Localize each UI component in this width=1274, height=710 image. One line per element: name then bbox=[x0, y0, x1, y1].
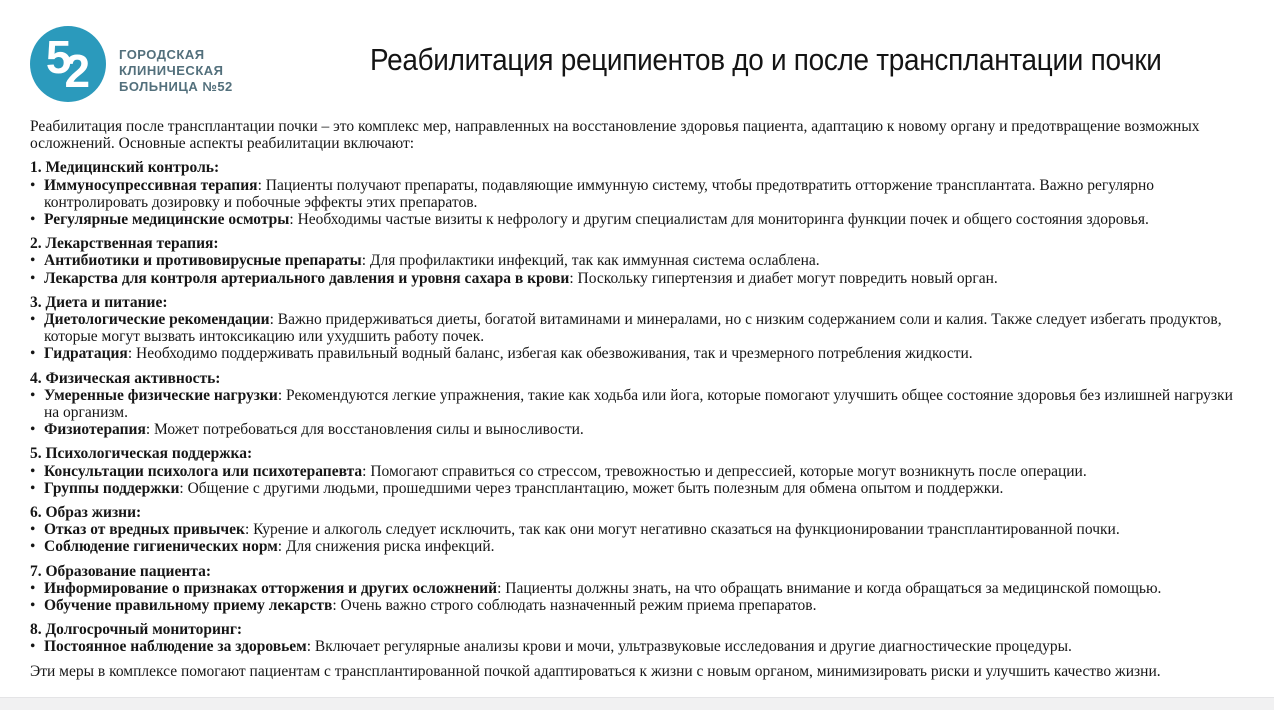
bullet-text bbox=[44, 311, 1248, 345]
section-heading: 6. Образ жизни: bbox=[30, 504, 142, 522]
bullet-marker: • bbox=[30, 462, 36, 480]
bullet-lead: Лекарства для контроля артериального давления и уровня сахара в крови bbox=[44, 269, 570, 287]
list-item bbox=[30, 480, 1248, 497]
title-container bbox=[285, 26, 1246, 78]
bullet-lead: Диетологические рекомендации bbox=[44, 311, 270, 329]
bullet-lead: Отказ от вредных привычек bbox=[44, 521, 245, 539]
bullet-marker: • bbox=[30, 421, 36, 439]
bullet-marker: • bbox=[30, 176, 36, 194]
bullet-lead: Обучение правильному приему лекарств bbox=[44, 597, 333, 615]
bullet-lead: Умеренные физические нагрузки bbox=[44, 386, 278, 404]
list-item bbox=[30, 638, 1248, 655]
hospital-logo bbox=[30, 26, 285, 102]
bullet-body: : Рекомендуются легкие упражнения, такие как ходьба или йога, которые помогают улучшить общее состояние здоровья без излишней нагрузки на организм. bbox=[44, 386, 1233, 422]
section-psychological-support bbox=[30, 445, 1248, 497]
list-item bbox=[30, 311, 1248, 345]
list-item bbox=[30, 521, 1248, 538]
list-item bbox=[30, 538, 1248, 555]
hospital-name bbox=[119, 33, 233, 95]
bullet-body: : Помогают справиться со стрессом, тревожностью и депрессией, которые могут возникнуть после операции. bbox=[362, 462, 1087, 480]
bullet-lead: Иммуносупрессивная терапия bbox=[44, 176, 258, 194]
intro-paragraph: Реабилитация после трансплантации почки – это комплекс мер, направленных на восстановление здоровья пациента, адаптацию к новому органу и предотвращение возможных осложнений. Основные аспекты реабилитации включают: bbox=[30, 118, 1200, 153]
bullet-lead: Информирование о признаках отторжения и других осложнений bbox=[44, 579, 498, 597]
hospital-name-line-1: ГОРОДСКАЯ bbox=[119, 47, 205, 62]
bullet-body: : Очень важно строго соблюдать назначенный режим приема препаратов. bbox=[332, 597, 817, 615]
window-bottom-strip bbox=[0, 697, 1274, 710]
section-heading: 3. Диета и питание: bbox=[30, 293, 168, 311]
logo-number-2: 2 bbox=[64, 45, 91, 97]
section-medical-control bbox=[30, 159, 1248, 228]
bullet-marker: • bbox=[30, 538, 36, 556]
bullet-lead: Регулярные медицинские осмотры bbox=[44, 211, 290, 229]
bullet-body: : Важно придерживаться диеты, богатой витаминами и минералами, но с низким содержанием соли и калия. Также следует избегать продуктов, которые могут вызвать интоксикацию или ухудшить работу почек. bbox=[44, 311, 1222, 346]
bullet-lead: Группы поддержки bbox=[44, 479, 180, 497]
list-item bbox=[30, 345, 1248, 362]
bullet-text bbox=[44, 638, 1248, 655]
bullet-text bbox=[44, 421, 1248, 438]
list-item bbox=[30, 597, 1248, 614]
bullet-text bbox=[44, 521, 1248, 538]
list-item bbox=[30, 270, 1248, 287]
list-item bbox=[30, 252, 1248, 269]
list-item bbox=[30, 211, 1248, 228]
bullet-body: : Необходимо поддерживать правильный водный баланс, избегая как обезвоживания, так и чрезмерного потребления жидкости. bbox=[127, 345, 973, 363]
bullet-text bbox=[44, 580, 1248, 597]
bullet-marker: • bbox=[30, 269, 36, 287]
list-item bbox=[30, 421, 1248, 438]
bullet-body: : Включает регулярные анализы крови и мочи, ультразвуковые исследования и другие диагностические процедуры. bbox=[306, 638, 1072, 656]
bullet-text bbox=[44, 480, 1248, 497]
bullet-body: : Поскольку гипертензия и диабет могут повредить новый орган. bbox=[569, 269, 998, 287]
section-heading: 1. Медицинский контроль: bbox=[30, 159, 220, 177]
list-item bbox=[30, 463, 1248, 480]
section-heading: 4. Физическая активность: bbox=[30, 369, 221, 387]
section-long-term-monitoring bbox=[30, 621, 1248, 655]
bullet-text bbox=[44, 252, 1248, 269]
section-physical-activity bbox=[30, 370, 1248, 439]
section-heading: 7. Образование пациента: bbox=[30, 562, 211, 580]
bullet-text bbox=[44, 211, 1248, 228]
bullet-marker: • bbox=[30, 211, 36, 229]
bullet-lead: Консультации психолога или психотерапевта bbox=[44, 462, 363, 480]
bullet-marker: • bbox=[30, 252, 36, 270]
bullet-body: : Необходимы частые визиты к нефрологу и другим специалистам для мониторинга функции почек и общего состояния здоровья. bbox=[289, 211, 1149, 229]
bullet-body: : Курение и алкоголь следует исключить, так как они могут негативно сказаться на функционировании трансплантированной почки. bbox=[244, 521, 1120, 539]
section-patient-education bbox=[30, 563, 1248, 615]
bullet-text bbox=[44, 387, 1248, 421]
bullet-body: : Пациенты должны знать, на что обращать внимание и когда обращаться за медицинской помощью. bbox=[497, 579, 1162, 597]
bullet-text bbox=[44, 538, 1248, 555]
bullet-lead: Соблюдение гигиенических норм bbox=[44, 538, 278, 556]
document-header bbox=[0, 0, 1274, 102]
section-drug-therapy bbox=[30, 235, 1248, 287]
bullet-marker: • bbox=[30, 311, 36, 329]
bullet-text bbox=[44, 270, 1248, 287]
hospital-name-line-2: КЛИНИЧЕСКАЯ bbox=[119, 63, 224, 78]
logo-number-5: 5 bbox=[45, 31, 72, 83]
bullet-lead: Гидратация bbox=[44, 345, 128, 363]
bullet-lead: Постоянное наблюдение за здоровьем bbox=[44, 638, 307, 656]
bullet-marker: • bbox=[30, 345, 36, 363]
list-item bbox=[30, 177, 1248, 211]
bullet-marker: • bbox=[30, 638, 36, 656]
bullet-body: : Пациенты получают препараты, подавляющие иммунную систему, чтобы предотвратить отторжение трансплантата. Важно регулярно контролировать дозировку и побочные эффекты этих препаратов. bbox=[44, 176, 1154, 211]
section-heading: 2. Лекарственная терапия: bbox=[30, 235, 219, 253]
bullet-marker: • bbox=[30, 479, 36, 497]
bullet-text bbox=[44, 463, 1248, 480]
list-item bbox=[30, 580, 1248, 597]
page-title: Реабилитация реципиентов до и после трансплантации почки bbox=[369, 42, 1162, 77]
bullet-body: : Для снижения риска инфекций. bbox=[277, 538, 495, 556]
section-heading: 8. Долгосрочный мониторинг: bbox=[30, 621, 243, 639]
section-lifestyle bbox=[30, 504, 1248, 556]
hospital-name-line-3: БОЛЬНИЦА №52 bbox=[119, 79, 233, 94]
bullet-lead: Физиотерапия bbox=[44, 421, 146, 439]
bullet-lead: Антибиотики и противовирусные препараты bbox=[44, 252, 362, 270]
document-body bbox=[0, 118, 1274, 680]
hospital-logo-icon bbox=[30, 26, 106, 102]
bullet-marker: • bbox=[30, 597, 36, 615]
bullet-text bbox=[44, 345, 1248, 362]
section-diet-nutrition bbox=[30, 294, 1248, 363]
bullet-body: : Общение с другими людьми, прошедшими через трансплантацию, может быть полезным для обмена опытом и поддержки. bbox=[179, 479, 1004, 497]
bullet-text bbox=[44, 177, 1248, 211]
closing-paragraph: Эти меры в комплексе помогают пациентам с трансплантированной почкой адаптироваться к жизни с новым органом, минимизировать риски и улучшить качество жизни. bbox=[30, 662, 1161, 680]
list-item bbox=[30, 387, 1248, 421]
bullet-marker: • bbox=[30, 579, 36, 597]
bullet-marker: • bbox=[30, 386, 36, 404]
bullet-marker: • bbox=[30, 521, 36, 539]
bullet-text bbox=[44, 597, 1248, 614]
bullet-body: : Для профилактики инфекций, так как иммунная система ослаблена. bbox=[361, 252, 820, 270]
bullet-body: : Может потребоваться для восстановления силы и выносливости. bbox=[145, 421, 584, 439]
section-heading: 5. Психологическая поддержка: bbox=[30, 445, 253, 463]
